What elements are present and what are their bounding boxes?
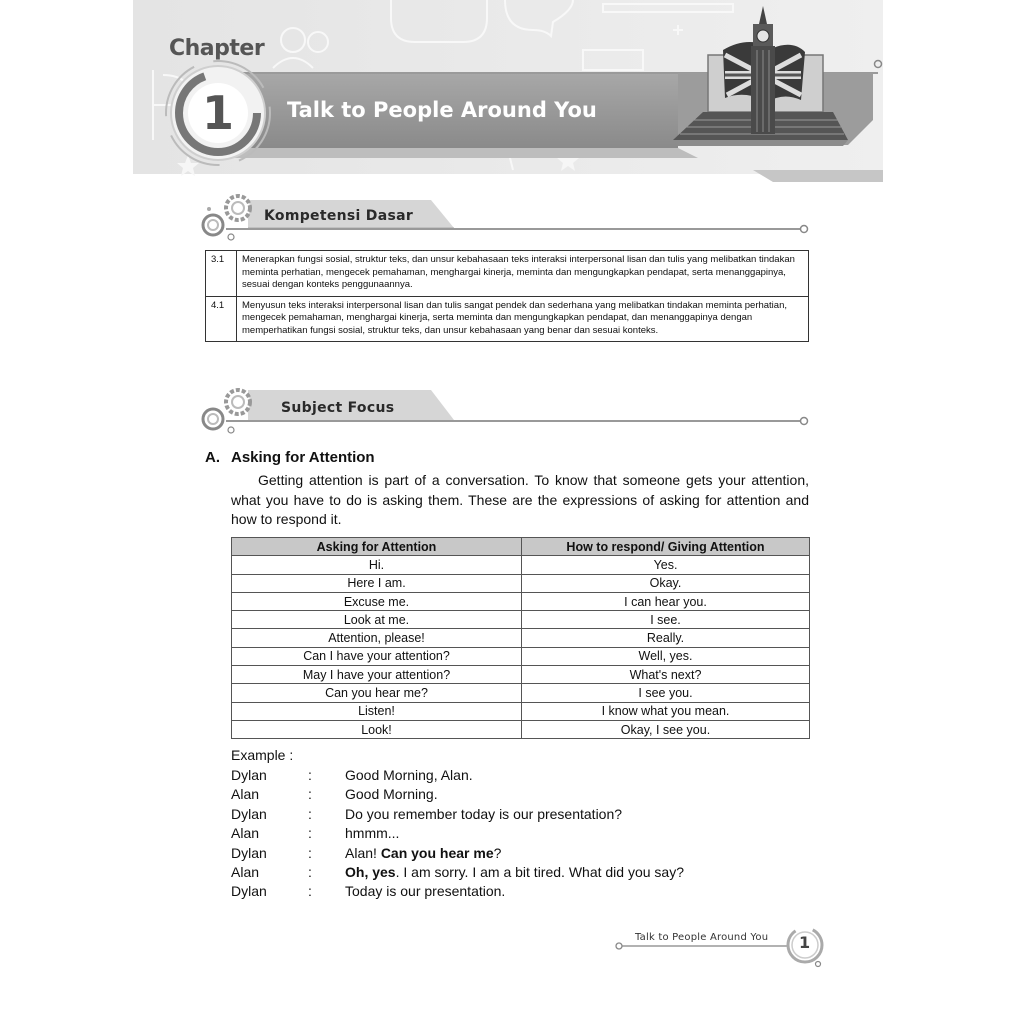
asking-cell: Excuse me.	[232, 592, 522, 610]
asking-cell: Listen!	[232, 702, 522, 720]
utterance-text: hmmm...	[345, 825, 400, 842]
section-a-title	[205, 449, 375, 466]
response-cell: I see.	[522, 611, 810, 629]
chapter-word: Chapter	[169, 36, 265, 61]
table-header-row	[232, 538, 810, 556]
speaker-name: Alan	[231, 786, 260, 803]
speaker-colon: :	[308, 844, 312, 861]
asking-cell: Can I have your attention?	[232, 647, 522, 665]
asking-cell: Attention, please!	[232, 629, 522, 647]
table-row	[232, 720, 810, 738]
asking-cell: Can you hear me?	[232, 684, 522, 702]
table-row	[232, 574, 810, 592]
speaker-name: Dylan	[231, 844, 267, 861]
speaker-colon: :	[308, 805, 312, 822]
table-row	[206, 296, 809, 342]
attention-table	[231, 537, 810, 739]
asking-cell: Look at me.	[232, 611, 522, 629]
kd-text: Menerapkan fungsi sosial, struktur teks, dan unsur kebahasaan teks interaksi interpersonal lisan dan tulis yang melibatkan tindakan meminta perhatian, mengecek pemahaman, menghargai kinerja, meminta dan mengungkapkan pendapat, serta menanggapinya, sesuai dengan konteks penggunaannya.	[237, 251, 809, 297]
column-header: Asking for Attention	[232, 538, 522, 556]
section-title: Asking for Attention	[231, 449, 375, 466]
kd-number: 3.1	[206, 251, 237, 297]
utterance-text: Good Morning.	[345, 786, 438, 803]
response-cell: Well, yes.	[522, 647, 810, 665]
speaker-colon: :	[308, 786, 312, 803]
utterance-text: ?	[493, 844, 502, 861]
table-row	[232, 611, 810, 629]
kd-number: 4.1	[206, 296, 237, 342]
table-row	[232, 629, 810, 647]
chapter-banner	[133, 0, 883, 182]
asking-cell: Hi.	[232, 556, 522, 574]
page-footer	[612, 920, 827, 970]
response-cell: Yes.	[522, 556, 810, 574]
speaker-name: Dylan	[231, 883, 267, 900]
utterance	[345, 785, 438, 804]
page-number-ring-icon	[612, 920, 827, 970]
speaker-name: Dylan	[231, 805, 267, 822]
chapter-title: Talk to People Around You	[287, 98, 597, 122]
utterance	[345, 882, 505, 901]
response-cell: Okay.	[522, 574, 810, 592]
utterance-text: . I am sorry. I am a bit tired. What did you say?	[395, 863, 684, 880]
response-cell: Really.	[522, 629, 810, 647]
kd-text: Menyusun teks interaksi interpersonal lisan dan tulis sangat pendek dan sederhana yang melibatkan tindakan meminta perhatian, mengecek pemahaman, menghargai kinerja, serta meminta dan mengungkapkan pendapat, dan menanggapinya dengan memperhatikan fungsi sosial, struktur teks, dan unsur kebahasaan yang benar dan sesuai konteks.	[237, 296, 809, 342]
chapter-number: 1	[202, 86, 235, 140]
kompetensi-dasar-table	[205, 250, 809, 342]
utterance-bold: Can you hear me	[380, 844, 494, 861]
utterance-text: Alan!	[345, 844, 381, 861]
response-cell: Okay, I see you.	[522, 720, 810, 738]
kompetensi-dasar-header	[196, 192, 816, 244]
utterance-text: Today is our presentation.	[345, 883, 506, 900]
page-number: 1	[799, 933, 811, 952]
utterance	[345, 805, 622, 824]
utterance	[345, 863, 684, 882]
utterance	[345, 824, 399, 843]
utterance-bold: Oh, yes	[345, 863, 396, 880]
subject-focus-heading: Subject Focus	[281, 400, 395, 416]
speaker-colon: :	[308, 825, 312, 842]
speaker-colon: :	[308, 863, 312, 880]
table-row	[232, 684, 810, 702]
intro-paragraph: Getting attention is part of a conversation. To know that someone gets your attention, what you have to do is asking them. These are the expressions of asking for attention and how to respond it.	[231, 472, 809, 527]
asking-cell: Look!	[232, 720, 522, 738]
response-cell: I know what you mean.	[522, 702, 810, 720]
section-letter: A.	[205, 449, 220, 466]
asking-cell: May I have your attention?	[232, 666, 522, 684]
kompetensi-dasar-heading: Kompetensi Dasar	[264, 208, 414, 224]
response-cell: I can hear you.	[522, 592, 810, 610]
running-title: Talk to People Around You	[635, 932, 769, 943]
utterance-text: Do you remember today is our presentation?	[345, 805, 623, 822]
example-label: Example :	[231, 747, 294, 763]
speaker-name: Alan	[231, 825, 260, 842]
asking-cell: Here I am.	[232, 574, 522, 592]
response-cell: I see you.	[522, 684, 810, 702]
table-row	[232, 666, 810, 684]
speaker-colon: :	[308, 883, 312, 900]
table-row	[232, 556, 810, 574]
table-row	[206, 251, 809, 297]
subject-focus-header	[196, 384, 816, 436]
utterance-text: Good Morning, Alan.	[345, 767, 473, 783]
utterance	[345, 844, 501, 863]
column-header: How to respond/ Giving Attention	[522, 538, 810, 556]
speaker-name: Dylan	[231, 767, 267, 783]
table-row	[232, 592, 810, 610]
response-cell: What's next?	[522, 666, 810, 684]
table-row	[232, 647, 810, 665]
table-row	[232, 702, 810, 720]
speaker-name: Alan	[231, 863, 260, 880]
utterance	[345, 766, 473, 785]
speaker-colon: :	[308, 767, 312, 783]
